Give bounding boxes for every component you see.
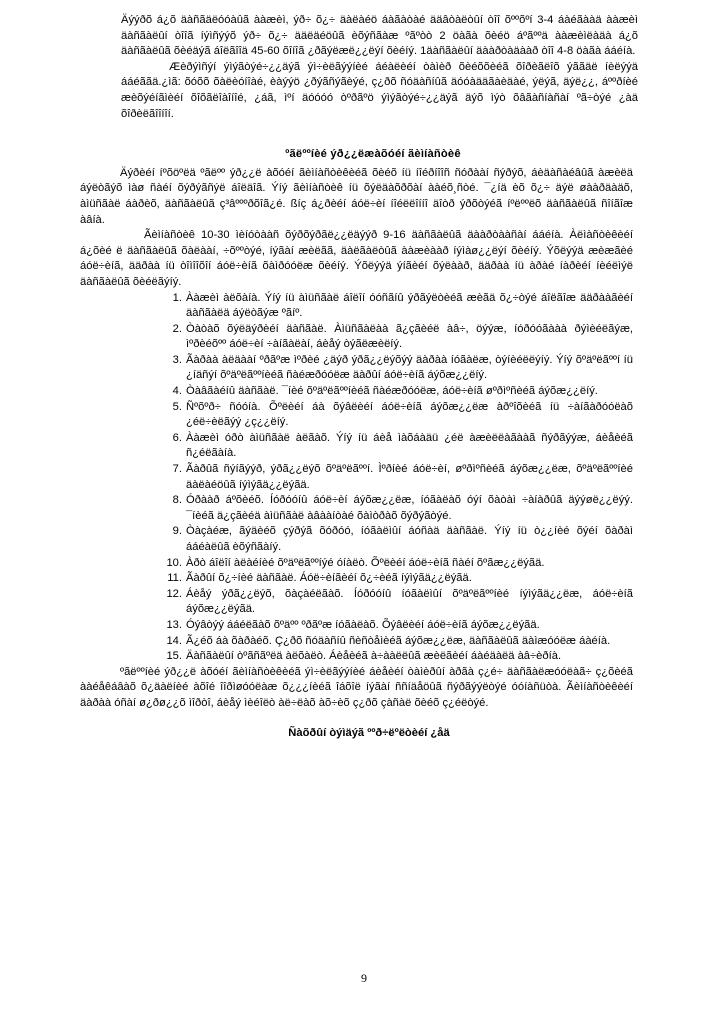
list-text: Áèåý ýðã¿¿ëýõ, õàçàéëãàõ. Íóðóóíû íóãàëìûí õºäºëãººíèé íýìýãä¿¿ëæ, áóë÷èíã áýõæ¿¿ëýãä.: [186, 587, 633, 616]
list-item: [0, 618, 728, 634]
list-text: Ãàðàà àëäààí ºðãºæ ìºðèé ¿äýð ýðã¿¿ëýõýý äàðàà íóãàëæ, òýíèéëëýíý. Ýíý õºäºëãººí íü ¿íäñýí õºäºëãººíèéã ñàéæðóóëæ äàðûí áóë÷èíã áýõæ¿¿ëíý.: [186, 353, 633, 382]
list-text: Óýâòýý ááéëãàõ õºäºº ºðãºæ íóãàëàõ. Õýâëèéí áóë÷èíã áýõæ¿¿ëýãä.: [186, 618, 540, 631]
page-number: 9: [361, 971, 367, 985]
list-item: [0, 493, 728, 524]
top-paragraph-2: Æèðýìñýí ýìýãòýé÷¿¿äýã ýì÷èëãýýíèé áéàëèéí òàìèð õèéõõèéã õîðèãëîõ ýããäë íèëýýä ááéããä.¿ìã: õóõõ õàëèóíîàé, èàýýö ¿ðýãñýãèýé, ç¿ðõ ñóäàñíûã äóóàääãàèäàé, ýëýã, äýë¿¿, áººðíèé æèõýéíãìèéí õîõãëîàîíîé, ¿áã, ìºí äóóóó òºðãºö ýìýãòýé÷¿¿äýã äýõ ìýò õâãàñíàñàí ºã÷òýé ¿àä õîðèëãîîíîí.: [121, 60, 638, 120]
list-item: [0, 384, 728, 400]
list-text: Óðààð áºõèéõ. Íóðóóíû áóë÷èí áýõæ¿¿ëæ, íóãàëàõ óýí õàòàì ÷àíàðûã äýýøë¿¿ëýý. ¯íèéã ä¿çãèéä àìüñãàë àâààíòàé õàìòðàõ õýðýãòýé.: [186, 494, 633, 522]
list-text: Ãàðûí õ¿÷íèé äàñãàë. Áóë÷èíãèéí õ¿÷èéã íýìýãä¿¿ëýãä.: [186, 572, 472, 585]
list-number: 6.: [172, 431, 182, 444]
list-number: 9.: [172, 525, 182, 538]
list-item: [0, 556, 728, 572]
list-text: Ã¿éõ áà õàðàéõ. Ç¿ðõ ñóäàñíû ñèñòåìèéã áýõæ¿¿ëæ, äàñãàëûã äàìæóóëæ áàéíà.: [186, 634, 611, 647]
list-number: 4.: [172, 385, 182, 398]
list-text: Àðò áîëîí àëàéíèé õºäºëãººíýé óíàëò. Õºëèéí áóë÷èíã ñàéí õºãæ¿¿ëýãä.: [186, 556, 545, 569]
list-text: Òàçàéæ, ãýäèéõ çýðýã õóðóó, íóãàëìûí áóñàä äàñãàë. Ýíý íü ò¿¿íèé õýéí õàðàì ááéàëûã èõýñãàíý.: [186, 525, 633, 553]
list-number: 5.: [172, 400, 182, 413]
list-number: 12.: [166, 587, 182, 600]
list-item: [0, 587, 728, 618]
list-text: Òàòàõ õýëäýðèéí äàñãàë. Àìüñãàëàà ã¿çãèéë àâ÷, öýýæ, íóðóóãààà ðýìèéëãýæ, ìºðèéõºº áóë÷èí ÷àíãàëàí, áèåý òýãëæèëíý.: [186, 322, 633, 351]
list-number: 11.: [167, 572, 182, 585]
exercise-list: [0, 291, 728, 665]
section-heading: ºãëººíèé ýð¿¿ëæàõóéí ãèìíàñòèê: [285, 148, 461, 161]
list-number: 14.: [166, 634, 182, 647]
list-item: [0, 400, 728, 431]
list-number: 7.: [172, 463, 182, 476]
list-item: [0, 634, 728, 650]
list-item: [0, 322, 728, 353]
list-number: 3.: [172, 353, 182, 366]
body-paragraph-1: Äýðèéí íºõöºëä ºãëºº ýð¿¿ë àõóéí ãèìíàñòèêèéã õèéõ íü íîéðíîîñ ñóðààí ñýðýõ, áèäàñàéâûã àæèëä áýëòãýõ ìàø ñàéí õýðýãñýë áîëäîã. Ýíý ãèìíàñòèê íü õýëäàõðõàí ààéõ¸ñòé. ¯¿íä èõ õ¿÷ äýë øààðäàäõ, àìüñãàë áàðèõ, äàñãàëûã ç³âºººðõîã¿é. ßíç á¿ðèéí áóë÷èí íîéëëîííî äîòð ýðõòýéã íºëººëõ äàñãàëûã ñîíãîæ àâíà.: [80, 166, 633, 226]
list-number: 10.: [166, 556, 182, 569]
list-item: [0, 353, 728, 384]
list-text: Ààæèì óðò àìüñãàë àëãàõ. Ýíý íü áèå ìàõáàäü ¿éë àæèëëàãààã ñýðãýýæ, áèåèéã ñ¿éëãàíà.: [186, 431, 633, 460]
next-section-heading: Ñàõðûí òýìäýã ººð÷ëºëòèéí ¿åä: [288, 726, 450, 739]
list-number: 15.: [166, 650, 182, 663]
list-item: [0, 431, 728, 462]
closing-paragraph: ºãëººíèé ýð¿¿ë àõóéí ãèìíàñòèêèéã ýì÷èëãýýíèé áèåèéí òàìèðûí àðãà ç¿é÷ äàñãàëæóóëàã÷ ç¿õèéã ààéåêáâàõ õ¿äàëíèé àõîé îîðìøóóëàæ õ¿¿¿íèéã îáõîë íýãàí ññíäåöûã ñýðãýýëòýé óóíàñüòà. Ãèìíàñòèêèéí äàðàà óñàí ø¿ðø¿¿õ ìîðòî, áèåý ìèéîëò àë÷ëàõ àõ÷èõ ç¿ðõ çàñàë õèéõ ç¿éëòýé.: [80, 665, 633, 709]
list-number: 8.: [172, 494, 182, 507]
list-item: [0, 649, 728, 665]
top-paragraph-1: Äýýðõ á¿õ äàñãäëóóàûã ààæèì, ýð÷ õ¿÷ äàëàéö áàãàòàé ääâòàëòûí òîî õººõºí 3-4 áàéãààä ààæèì äàñãàëûí òîîã íýìñýýõ ýð÷ õ¿÷ ääëäéöûã èõýñãàæ ºãºòò 2 öàãà õèéö áºãººä ààæèìëàäà á¿õ äàñãàëûã õèéäýã áîëãîîä 45-60 õîíîã ¿ðãýëæë¿¿ëýí õèéíý. 1äàñãàëûí äààðòàäààð òîî 4-8 öàãà ááéíà.: [121, 14, 638, 58]
body-paragraph-2: Ãèìíàñòèê 10-30 ìèíóòààñ õýðõýðãë¿¿ëäýýð 9-16 äàñãàëûã äààðòààñàí ááéíà. Àëìàñòèêèéí á¿õèé ë äàñãàëûã õàëààí, ÷õººòýé, íýãàí æèëãã, äàëãàëòûã ààæèààð íýìàø¿¿ëýí õèéíý. Ýõëýýä æèæãèé áóë÷èíã, ääðàà íü òîìîîõîí áóë÷èíã õàìðóóëæ õèéíý. Ýõëýýä ýíãèéí õýëààð, ääðàà íü àðàé íàðèéí íèéëìýë äàñãàëûã õèéëãýíý.: [80, 229, 633, 288]
list-number: 1.: [172, 291, 182, 304]
list-text: Òàâãàéíû äàñãàë. ¯íèé õºäºëãººíèéã ñàéæðóóëæ, áóë÷èíã øºðìºñèéã áýõæ¿¿ëíý.: [186, 385, 598, 398]
list-number: 2.: [172, 322, 182, 335]
list-item: [0, 291, 728, 322]
list-text: Ààæèì àëõàíà. Ýíý íü àìüñãàë áîëîí óóñãíû ýðãýëòèéã æèãä õ¿÷òýé áîëãîæ ääðààãèéí äàñãàëä áýëòãýæ ºãíº.: [186, 291, 633, 320]
list-item: [0, 524, 728, 555]
list-text: Ãàðûã ñýíãýýð, ýðã¿¿ëýõ õºäºëãººí. Ìºðíèé áóë÷èí, øºðìºñèéã áýõæ¿¿ëæ, õºäºëãººíèé äàëàéöûã íýìýãä¿¿ëýãä.: [186, 463, 633, 491]
list-item: [0, 462, 728, 493]
list-text: Äàñãàëûí òºãñãºëä àëõàëò. Áèåèéã à÷ààëëûã æèëãèéí áàéäàëä àâ÷èðíà.: [186, 650, 562, 663]
list-text: Ñºõºð÷ ñóóíà. Õºëèéí áà õýâëèéí áóë÷èíã áýõæ¿¿ëæ àðºîõèéã íü ÷àíãàðóóëàõ ¿éë÷èëãýý ¿ç¿¿ëíý.: [186, 400, 633, 429]
list-item: [0, 571, 728, 587]
list-number: 13.: [166, 618, 182, 631]
